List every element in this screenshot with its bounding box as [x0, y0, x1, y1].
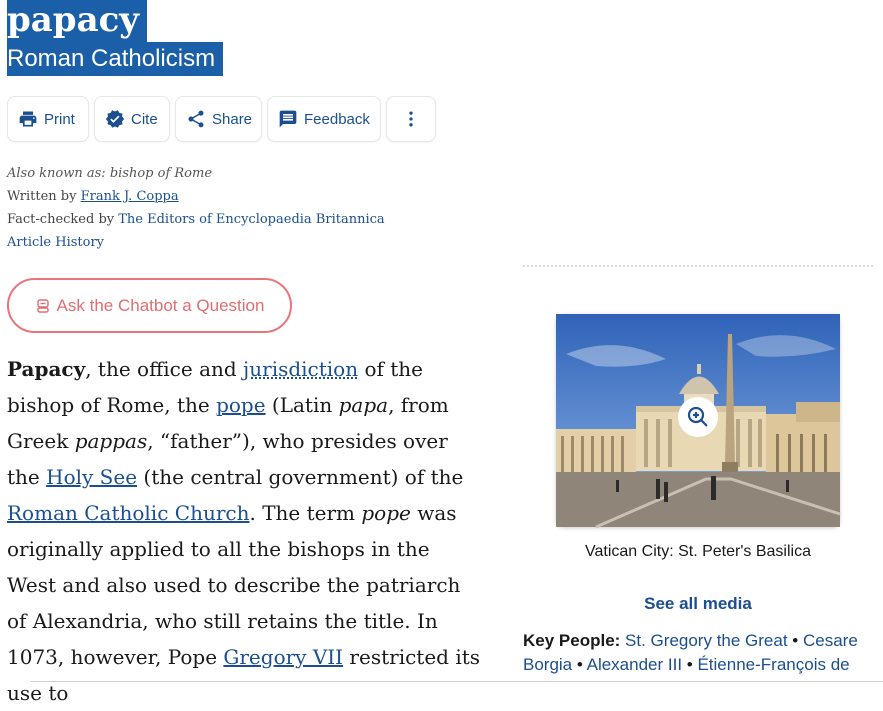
article-term: Papacy: [7, 357, 86, 381]
see-all-media-link[interactable]: See all media: [644, 594, 752, 613]
link-roman-catholic-church[interactable]: Roman Catholic Church: [7, 501, 250, 525]
text-segment: (the central government) of the: [137, 465, 464, 489]
article-paragraph: [7, 351, 481, 711]
fact-checked-label: Fact-checked by: [7, 212, 115, 227]
zoom-in-icon: [686, 405, 710, 429]
fact-checked-line: [7, 208, 385, 231]
more-vertical-icon: [401, 109, 421, 129]
zoom-image-button[interactable]: [678, 397, 718, 437]
italic-pope: pope: [361, 501, 411, 525]
article-meta: [7, 162, 385, 254]
key-person-link[interactable]: Étienne-François de: [697, 655, 850, 674]
sidebar-divider: [523, 265, 873, 267]
text-segment: , from Greek: [7, 393, 449, 453]
written-by-line: [7, 185, 385, 208]
media-caption: Vatican City: St. Peter's Basilica: [585, 543, 811, 560]
title-block: [7, 0, 223, 76]
share-button[interactable]: [175, 96, 262, 142]
text-segment: . The term: [249, 501, 362, 525]
separator: •: [682, 655, 698, 674]
key-people: [523, 629, 873, 677]
key-person-link[interactable]: Alexander III: [586, 655, 683, 674]
ask-chatbot-label: Ask the Chatbot a Question: [56, 295, 265, 315]
text-segment: restricted its use to: [7, 645, 481, 705]
cite-label: Cite: [131, 110, 158, 128]
link-holy-see[interactable]: Holy See: [46, 465, 138, 489]
written-by-label: Written by: [7, 189, 77, 204]
page-title: papacy: [7, 0, 147, 42]
author-link[interactable]: Frank J. Coppa: [80, 189, 179, 204]
article-history-link[interactable]: Article History: [7, 235, 105, 250]
more-options-button[interactable]: [386, 96, 436, 142]
link-gregory-vii[interactable]: Gregory VII: [223, 645, 344, 669]
cite-button[interactable]: [94, 96, 170, 142]
text-segment: (Latin: [265, 393, 339, 417]
link-jurisdiction[interactable]: jurisdiction: [243, 357, 359, 381]
italic-pappas: pappas: [74, 429, 148, 453]
fact-checker-link[interactable]: The Editors of Encyclopaedia Britannica: [118, 212, 385, 227]
key-person-link[interactable]: St. Gregory the Great: [625, 631, 788, 650]
print-button[interactable]: [7, 96, 89, 142]
feedback-label: Feedback: [304, 110, 370, 128]
also-known-as: Also known as: bishop of Rome: [7, 166, 213, 181]
key-people-label: Key People:: [523, 631, 621, 650]
italic-papa: papa: [338, 393, 389, 417]
text-segment: was originally applied to all the bishops in the West and also used to describe the patriarch of Alexandria, who still retains the title. In 1073, however, Pope: [7, 501, 461, 669]
share-icon: [186, 109, 206, 129]
media-image-card[interactable]: [556, 314, 840, 527]
text-segment: of the bishop of Rome, the: [7, 357, 424, 417]
bottom-border: [30, 681, 883, 682]
share-label: Share: [212, 110, 253, 128]
printer-icon: [18, 109, 38, 129]
text-segment: , “father”), who presides over the: [7, 429, 448, 489]
article-toolbar: [7, 96, 436, 142]
chatbot-icon: [35, 298, 51, 314]
verified-badge-icon: [105, 109, 125, 129]
feedback-icon: [278, 109, 298, 129]
key-person-link[interactable]: Cesare Borgia: [523, 631, 858, 674]
page-subtitle: Roman Catholicism: [7, 42, 223, 76]
feedback-button[interactable]: [267, 96, 381, 142]
text-segment: , the office and: [85, 357, 244, 381]
ask-chatbot-button[interactable]: [7, 278, 292, 333]
separator: •: [572, 655, 587, 674]
link-pope[interactable]: pope: [216, 393, 266, 417]
print-label: Print: [44, 110, 75, 128]
separator: •: [787, 631, 803, 650]
